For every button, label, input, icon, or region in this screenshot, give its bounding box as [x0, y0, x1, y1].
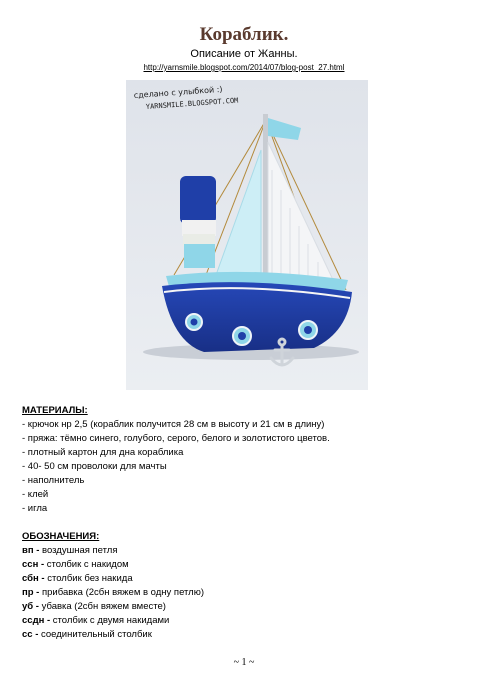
legend-text: убавка (2сбн вяжем вместе) [38, 601, 166, 612]
materials-heading: МАТЕРИАЛЫ: [22, 405, 88, 416]
watermark-line1: сделано с улыбкой :) [133, 84, 223, 100]
source-link[interactable]: http://yarnsmile.blogspot.com/2014/07/blog-post_27.html [143, 63, 345, 72]
page-number: ~ 1 ~ [233, 657, 255, 668]
legend-abbr: ссдн - [22, 615, 51, 626]
legend-item [22, 600, 204, 614]
legend-abbr: сс - [22, 629, 39, 640]
legend-heading: ОБОЗНАЧЕНИЯ: [22, 531, 100, 542]
legend-item [22, 572, 204, 586]
legend-abbr: ссн - [22, 559, 45, 570]
page-title: Кораблик. [199, 24, 289, 45]
legend-item [22, 628, 204, 642]
materials-section [22, 404, 330, 516]
materials-item: - пряжа: тёмно синего, голубого, серого, белого и золотистого цветов. [22, 433, 330, 444]
crochet-boat-photo [126, 80, 368, 390]
legend-item [22, 586, 204, 600]
materials-item: - 40- 50 см проволоки для мачты [22, 461, 167, 472]
legend-abbr: уб - [22, 601, 39, 612]
watermark-line2: YARNSMILE.BLOGSPOT.COM [145, 96, 239, 111]
legend-text: воздушная петля [39, 545, 118, 556]
materials-item: - наполнитель [22, 475, 85, 486]
materials-item: - крючок нр 2,5 (кораблик получится 28 см в высоту и 21 см в длину) [22, 419, 325, 430]
legend-item [22, 558, 204, 572]
materials-item: - клей [22, 489, 49, 500]
legend-text: прибавка (2сбн вяжем в одну петлю) [39, 587, 205, 598]
legend-section [22, 530, 204, 642]
legend-text: соединительный столбик [38, 629, 152, 640]
materials-item: - плотный картон для дна кораблика [22, 447, 184, 458]
legend-text: столбик с двумя накидами [50, 615, 170, 626]
materials-item: - игла [22, 503, 48, 514]
legend-text: столбик с накидом [44, 559, 129, 570]
legend-abbr: сбн - [22, 573, 45, 584]
legend-item [22, 544, 204, 558]
page-subtitle: Описание от Жанны. [190, 48, 298, 60]
legend-abbr: вп - [22, 545, 40, 556]
legend-abbr: пр - [22, 587, 40, 598]
legend-item [22, 614, 204, 628]
legend-text: столбик без накида [44, 573, 133, 584]
